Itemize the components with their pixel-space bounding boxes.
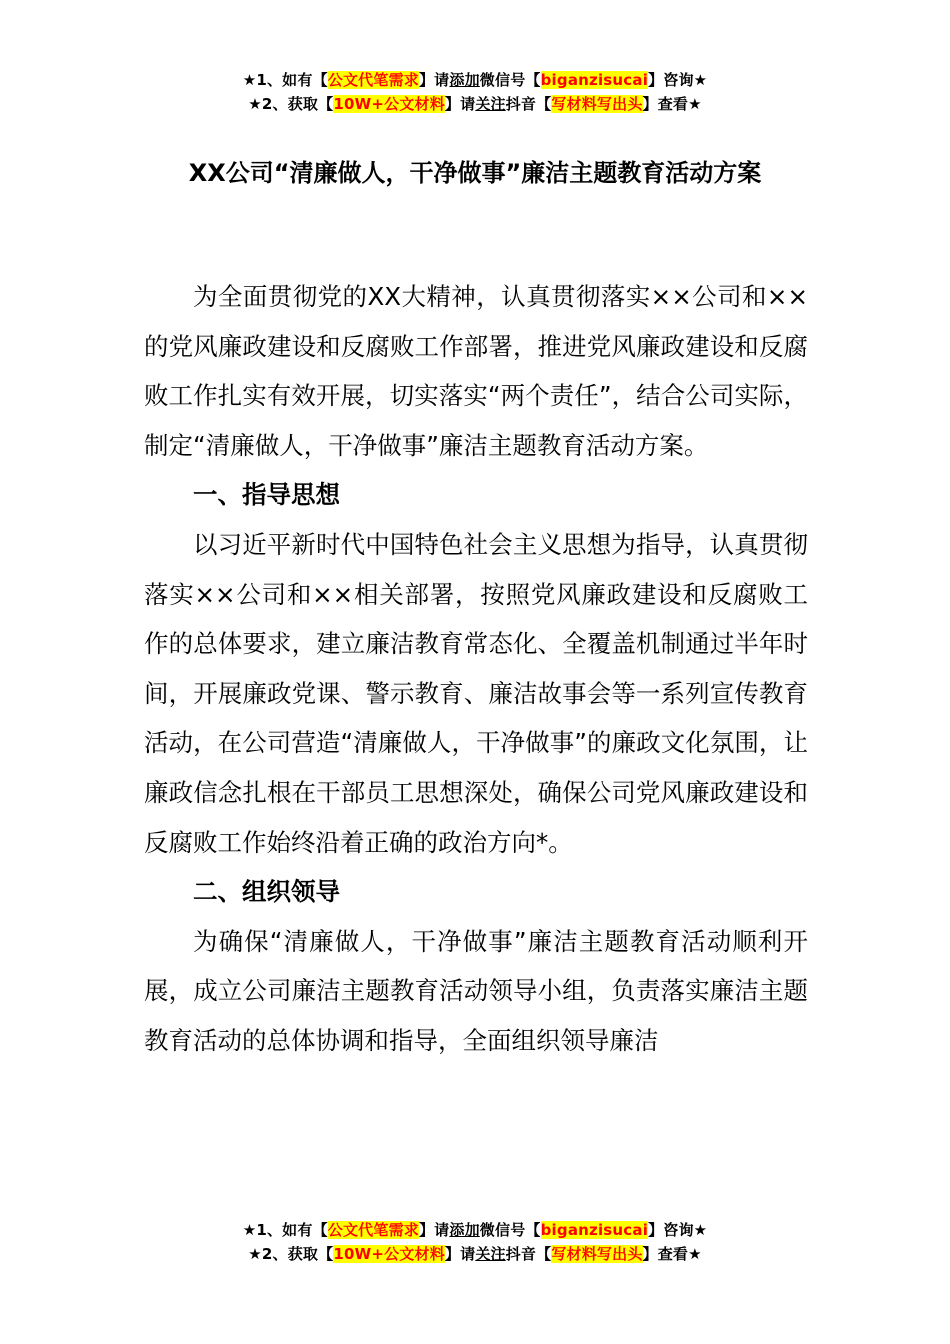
banner-highlight: 公文代笔需求 [327, 71, 419, 89]
header-banner [0, 68, 950, 116]
banner-highlight: 10W+公文材料 [333, 95, 445, 113]
banner-highlight: 10W+公文材料 [333, 1245, 445, 1263]
document-body [144, 272, 808, 1066]
document-title: XX公司“清廉做人，干净做事”廉洁主题教育活动方案 [188, 159, 762, 187]
banner-wechat-id: biganzisucai [540, 1221, 649, 1239]
section-heading: 一、指导思想 [193, 480, 340, 510]
banner-wechat-id: biganzisucai [540, 71, 649, 89]
banner-highlight: 公文代笔需求 [327, 1221, 419, 1239]
banner-line-1: ★1、如有【公文代笔需求】请添加微信号【biganzisucai】咨询★ [242, 71, 708, 89]
banner-douyin-id: 写材料写出头 [551, 95, 643, 113]
intro-paragraph: 为全面贯彻党的XX大精神，认真贯彻落实××公司和××的党风廉政建设和反腐败工作部署，推进党风廉政建设和反腐败工作扎实有效开展，切实落实“两个责任”，结合公司实际，制定“清廉做人，干净做事”廉洁主题教育活动方案。 [144, 282, 808, 460]
banner-line-2: ★2、获取【10W+公文材料】请关注抖音【写材料写出头】查看★ [248, 1245, 702, 1263]
section-paragraph: 为确保“清廉做人，干净做事”廉洁主题教育活动顺利开展，成立公司廉洁主题教育活动领导小组，负责落实廉洁主题教育活动的总体协调和指导，全面组织领导廉洁 [144, 926, 808, 1055]
banner-line-2: ★2、获取【10W+公文材料】请关注抖音【写材料写出头】查看★ [248, 95, 702, 113]
banner-douyin-id: 写材料写出头 [551, 1245, 643, 1263]
section-heading: 二、组织领导 [193, 877, 340, 907]
footer-banner [0, 1218, 950, 1266]
section-paragraph: 以习近平新时代中国特色社会主义思想为指导，认真贯彻落实××公司和××相关部署，按照党风廉政建设和反腐败工作的总体要求，建立廉洁教育常态化、全覆盖机制通过半年时间，开展廉政党课、警示教育、廉洁故事会等一系列宣传教育活动，在公司营造“清廉做人，干净做事”的廉政文化氛围，让廉政信念扎根在干部员工思想深处，确保公司党风廉政建设和反腐败工作始终沿着正确的政治方向*。 [144, 529, 808, 857]
banner-line-1: ★1、如有【公文代笔需求】请添加微信号【biganzisucai】咨询★ [242, 1221, 708, 1239]
